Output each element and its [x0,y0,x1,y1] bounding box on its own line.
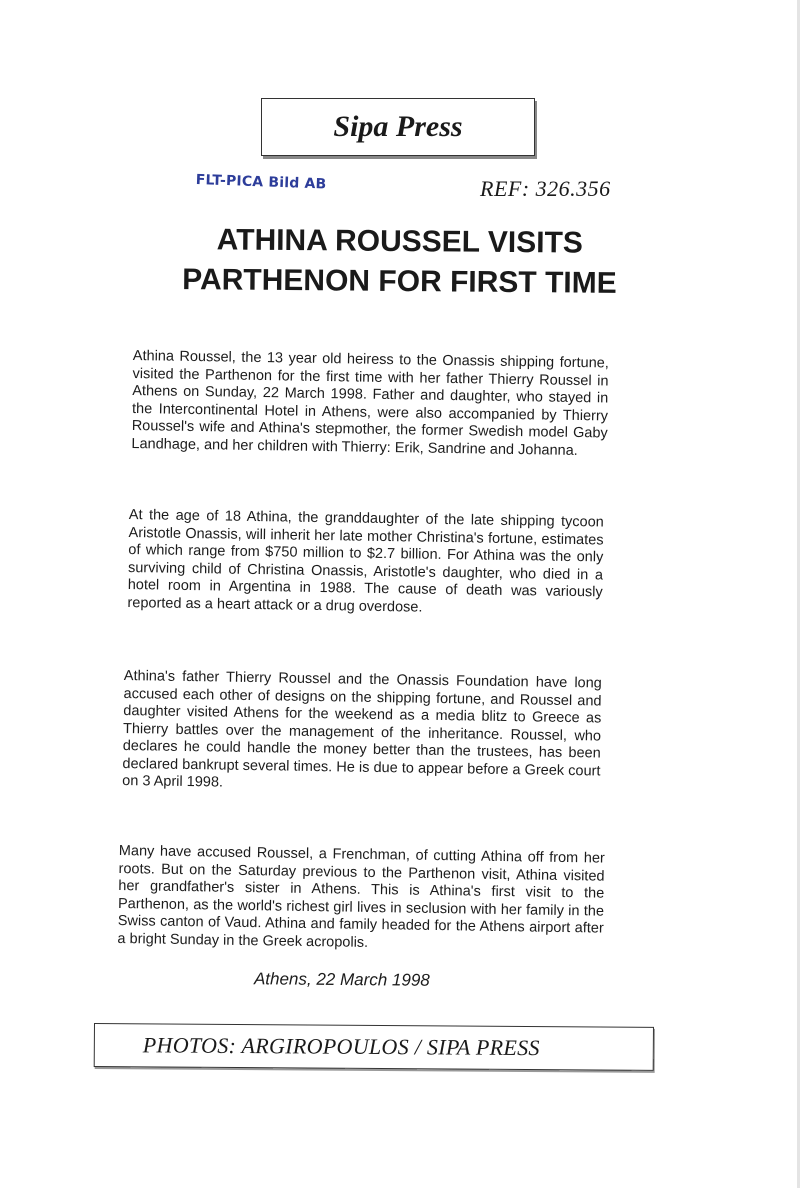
headline [99,219,700,304]
paragraph-2: At the age of 18 Athina, the granddaughter of the late shipping tycoon Aristotle Onassis, will inherit her late mother Christina's fortune, estimates of which range from $750 million to $2.7 billion. For Athina was the only surviving child of Christina Onassis, Aristotle's daughter, who died in a hotel room in Argentina in 1988. The cause of death was variously reported as a heart attack or a drug overdose. [127,506,604,615]
reference-number: REF: 326.356 [480,176,611,201]
photo-credit: PHOTOS: ARGIROPOULOS / SIPA PRESS [142,1032,540,1061]
dateline: Athens, 22 March 1998 [253,969,430,990]
headline-line-1: ATHINA ROUSSEL VISITS [216,223,584,260]
paragraph-3: Athina's father Thierry Roussel and the Onassis Foundation have long accused each other of designs on the shipping fortune, and Roussel and daughter visited Athens for the weekend as a media blitz to Greece as Thierry battles over the management of the inheritance. Roussel, who declares he could handle the money better than the trustees, has been declared bankrupt several times. He is due to appear before a Greek court on 3 April 1998. [122,667,602,791]
masthead-title: Sipa Press [333,110,463,143]
paragraph-1: Athina Roussel, the 13 year old heiress to the Onassis shipping fortune, visited the Parthenon for the first time with her father Thierry Roussel in Athens on Sunday, 22 March 1998. Father and daughter, who stayed in the Intercontinental Hotel in Athens, were also accompanied by Thierry Roussel's wife and Athina's stepmother, the former Swedish model Gaby Landhage, and her children with Thierry: Erik, Sandrine and Johanna. [131,347,609,458]
photo-credit-box [94,1023,654,1071]
headline-line-2: PARTHENON FOR FIRST TIME [182,263,617,300]
agency-stamp: FLT-PICA Bild AB [195,172,327,193]
paragraph-4: Many have accused Roussel, a Frenchman, of cutting Athina off from her roots. But on the Saturday previous to the Parthenon visit, Athina visited her grandfather's sister in Athens. This is Athina's first visit to the Parthenon, as the world's richest girl lives in seclusion with her family in the Swiss canton of Vaud. Athina and family headed for the Athens airport after a bright Sunday in the Greek acropolis. [117,842,605,950]
masthead-box [261,98,535,156]
